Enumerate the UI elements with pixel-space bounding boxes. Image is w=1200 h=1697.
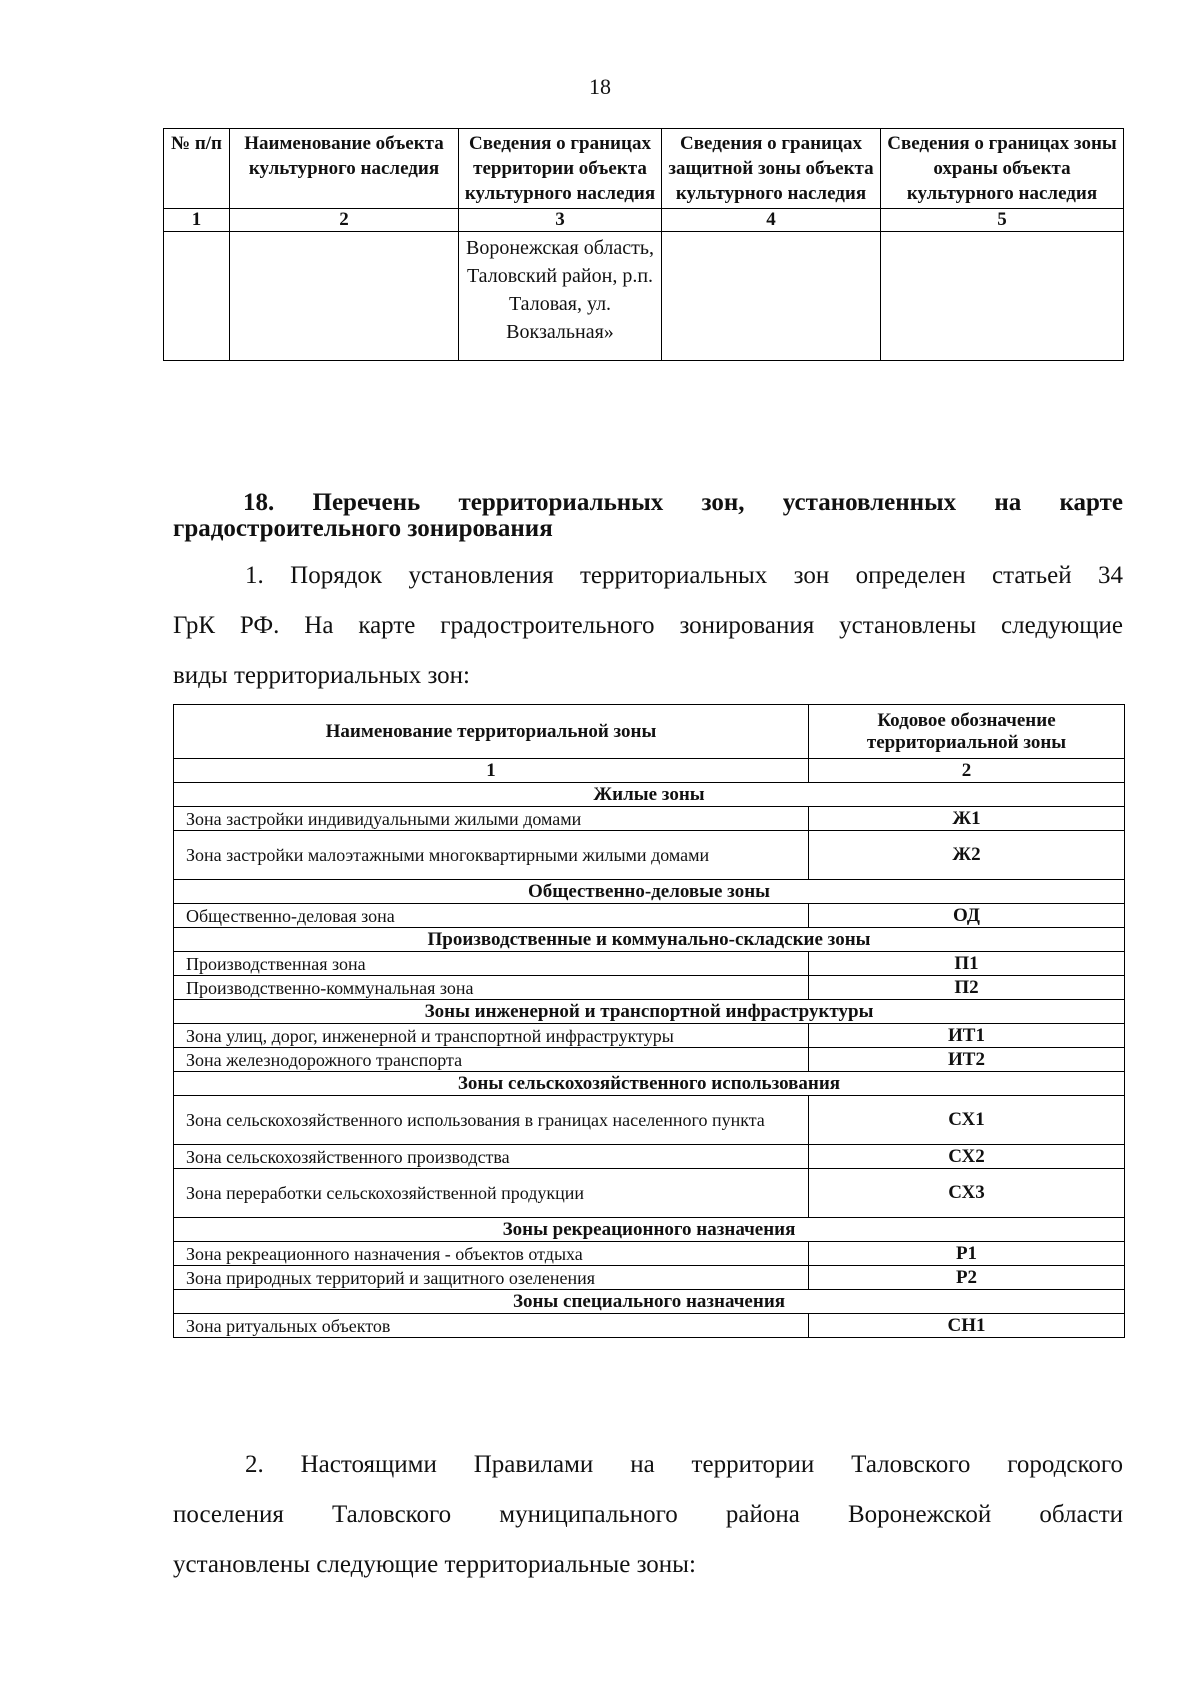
territory-address-cell: Воронежская область, Таловский район, р.п. Таловая, ул. Вокзальная» [459,232,662,361]
heritage-table [163,128,1124,361]
table-row [174,904,1125,928]
zone-group-row [174,1218,1125,1242]
zone-group-title: Зоны специального назначения [174,1290,1125,1314]
zone-group-title: Зоны рекреационного назначения [174,1218,1125,1242]
zone-group-row [174,928,1125,952]
zone-name: Зона сельскохозяйственного использования в границах населенного пункта [174,1096,809,1145]
table-row [174,1024,1125,1048]
header-security-zone: Сведения о границах зоны охраны объекта культурного наследия [881,129,1124,209]
zones-numbers-row [174,759,1125,783]
table-row [174,1266,1125,1290]
zone-group-title: Жилые зоны [174,783,1125,807]
paragraph-line: поселения Таловского муниципального района Воронежской области [173,1501,1123,1528]
zone-code: П1 [809,952,1125,976]
table-cell [230,232,459,361]
zone-name: Зона ритуальных объектов [174,1314,809,1338]
paragraph-line: 1. Порядок установления территориальных зон определен статьей 34 [245,562,1123,589]
zone-name: Зона природных территорий и защитного озеленения [174,1266,809,1290]
zone-code: СН1 [809,1314,1125,1338]
table-row [164,232,1124,361]
col-number: 3 [459,209,662,232]
zone-group-row [174,1000,1125,1024]
col-number: 5 [881,209,1124,232]
zone-group-row [174,1072,1125,1096]
table-row [174,952,1125,976]
table-cell [164,232,230,361]
header-object-name: Наименование объекта культурного наследия [230,129,459,209]
col-number: 1 [174,759,809,783]
zone-name: Зона переработки сельскохозяйственной продукции [174,1169,809,1218]
header-territory-bounds: Сведения о границах территории объекта культурного наследия [459,129,662,209]
table-row [174,1145,1125,1169]
table-cell [881,232,1124,361]
zone-code: П2 [809,976,1125,1000]
zones-header-row [174,705,1125,759]
table-row [174,1169,1125,1218]
section-heading [173,490,1123,542]
col-number: 2 [230,209,459,232]
zone-group-title: Производственные и коммунально-складские зоны [174,928,1125,952]
table-row [174,1096,1125,1145]
zone-name: Зона рекреационного назначения - объектов отдыха [174,1242,809,1266]
section-heading-line: 18. Перечень территориальных зон, установленных на карте [243,489,1123,516]
paragraph-line: 2. Настоящими Правилами на территории Таловского городского [245,1451,1123,1478]
zone-group-row [174,880,1125,904]
zone-group-row [174,1290,1125,1314]
zone-code: Р1 [809,1242,1125,1266]
zone-code: ИТ2 [809,1048,1125,1072]
zone-group-title: Зоны инженерной и транспортной инфраструктуры [174,1000,1125,1024]
zone-name: Зона застройки малоэтажными многоквартирными жилыми домами [174,831,809,880]
zone-group-title: Общественно-деловые зоны [174,880,1125,904]
zone-code: СХ2 [809,1145,1125,1169]
col-number: 2 [809,759,1125,783]
table-cell [662,232,881,361]
table-row [174,1048,1125,1072]
zone-code: Ж2 [809,831,1125,880]
table-row [174,831,1125,880]
zone-code: Р2 [809,1266,1125,1290]
zone-name: Зона железнодорожного транспорта [174,1048,809,1072]
table-row [174,807,1125,831]
paragraph-line: виды территориальных зон: [173,662,470,689]
zone-name: Зона сельскохозяйственного производства [174,1145,809,1169]
zone-group-title: Зоны сельскохозяйственного использования [174,1072,1125,1096]
zone-name: Производственно-коммунальная зона [174,976,809,1000]
table-row [174,1242,1125,1266]
zone-code: СХ1 [809,1096,1125,1145]
paragraph-2 [173,1440,1123,1590]
zone-name: Производственная зона [174,952,809,976]
col-number: 1 [164,209,230,232]
zone-code: ОД [809,904,1125,928]
zone-name: Зона застройки индивидуальными жилыми домами [174,807,809,831]
paragraph-line: ГрК РФ. На карте градостроительного зонирования установлены следующие [173,612,1123,639]
zone-group-row [174,783,1125,807]
header-zone-name: Наименование территориальной зоны [174,705,809,759]
col-number: 4 [662,209,881,232]
zone-code: ИТ1 [809,1024,1125,1048]
header-number: № п/п [164,129,230,209]
zones-table [173,704,1125,1338]
zone-name: Общественно-деловая зона [174,904,809,928]
page-number: 18 [589,74,611,99]
header-protective-zone: Сведения о границах защитной зоны объекта культурного наследия [662,129,881,209]
zone-code: Ж1 [809,807,1125,831]
paragraph-line: установлены следующие территориальные зоны: [173,1551,696,1578]
zone-code: СХ3 [809,1169,1125,1218]
zone-name: Зона улиц, дорог, инженерной и транспортной инфраструктуры [174,1024,809,1048]
section-heading-line: градостроительного зонирования [173,515,553,542]
header-zone-code: Кодовое обозначение территориальной зоны [809,705,1125,759]
heritage-numbers-row [164,209,1124,232]
paragraph-1 [173,551,1123,701]
heritage-header-row [164,129,1124,209]
table-row [174,1314,1125,1338]
table-row [174,976,1125,1000]
